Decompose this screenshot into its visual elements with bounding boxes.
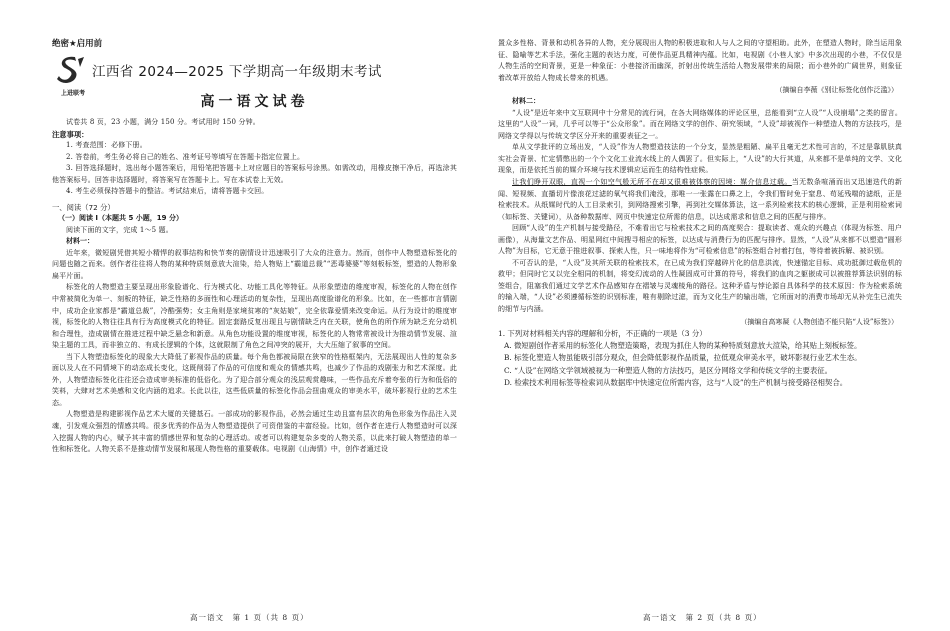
material2-paragraph: 不可否认的是，“人设”及其所关联的检索技术，在已成为我们穿越碎片化的信息洪流，快速锚定目标、成功抵御过载危机的救甲；但同时它又以完全相同的机制，将变幻流动的人性凝固成可计算的符号，将我们的血肉之躯嵌成可以被推荐算法识别的标签组合，阻塞我们通过文学艺术作品感知存在褶皱与灵魂棱角的路径。这种矛盾与悖论源自具体科学的技术原因：作为检索系统的输入端，“人设”必须遵循标签的识别标准，唯有剔除过滤，而为文化生产的输出端，它所面对的消费市场却无从补完生已流失的细节与内涵。 [498,258,902,313]
question-1-stem: 1. 下列对材料相关内容的理解和分析，不正确的一项是（3 分） [498,328,707,338]
note-item: 3. 回答选择题时，选出每小题答案后，用铅笔把答题卡上对应题目的答案标号涂黑。如需改动，用橡皮擦干净后，再选涂其他答案标号。回答非选择题时，将答案写在答题卡上。写在本试卷上无效。 [52,164,457,184]
material1-paragraph: 当下人物塑造标签化的现象大大降低了影视作品的质量。每个角色都被局限在狭窄的性格框架内，无法展现出人性的复杂多面以及人在不同情境下的动态成长变化，这既削弱了作品的可信度和观众的情感共鸣，也减少了作品的戏剧张力和艺术深度。此外，人物塑造标签化往往还会造成审美标准的低俗化。为了迎合部分观众的浅层观赏趣味，一些作品充斥着夸张的行为和低俗的笑料，大肆对艺术美感和文化内涵的追求。长此以往，这些低质量的标签化作品会扭曲观众的审美水平，破坏影视行业的艺术生态。 [52,352,457,407]
secret-label: 绝密★启用前 [52,39,103,49]
note-item: 4. 考生必须保持答题卡的整洁。考试结束后，请将答题卡交回。 [66,187,269,196]
question-1-option-d: D. 检索技术利用标签等检索词从数据库中快速定位所需内容，这与“人设”的生产机制与接受路径相契合。 [504,378,848,388]
material2-title: 材料二： [512,97,540,106]
note-item: 1. 考查范围：必修下册。 [66,141,147,150]
material2-paragraph: 回顾“人设”的生产机制与接受路径，不难看出它与检索技术之间的高度契合：提取读者、观众的兴趣点（体现为标签、用户画像），从海量文艺作品、明星网红中间搜寻相应的标签，以达成与消费行为的匹配与排序。显然，“人设”从来都不以塑造“圆形人物”为目标，它无意于推进叙事、探索人性，只一味地将作为“可检索信息”的标签组合衬着打包，等待着被拆解、被识别。 [498,224,902,256]
material1-paragraph: 近年来，微短剧凭借其短小精悍的叙事结构和快节奏的剧情设计迅速吸引了大众的注意力。然而，创作中人物塑造标签化的问题也随之而来。创作者往往将人物的某种特质刻意放大渲染，给人物贴上“霸道总裁”“恶毒婆婆”等刻板标签，塑造的人物形象扁平片面。 [52,248,457,280]
question-1-option-b: B. 标签化塑造人物虽能吸引部分观众，但会降低影视作品质量，拉低观众审美水平，破坏影视行业艺术生态。 [504,353,862,363]
page-footer: 高一语文 第 2 页（共 8 页） [643,613,762,622]
material2-source: （摘编自高寒凝《人物创造不能只陷“人设”标签》） [740,317,898,326]
material1-paragraph: 标签化的人物塑造主要呈现出形象脸谱化、行为模式化、功能工具化等特征。从形象塑造的维度审视，标签化的人物在创作中常被简化为单一、刻板的特征，缺乏性格的多面性和心理活动的复杂性，呈现出高度脸谱化的形象。比如，在一些都市言情剧中，成功企业家都是“霸道总裁”，冷酷强势；女主角则是家境贫寒的“灰姑娘”，完全依靠爱情来改变命运。从行为设计的维度审视，标签化的人物往往具有行为高度模式化的特征。固定套路反复出现且与剧情缺乏内在关联，使角色的所作所为缺乏充分动机和合理性，造成剧情在推进过程中缺乏悬念和新意。从角色功能设置的维度审视，标签化的人物常常被设计为推动情节发展、渲染主题的工具，而非独立的、有成长逻辑的个体，这就限制了角色之间冲突的展开，大大压缩了叙事的空间。 [52,283,457,350]
exam-page-2 [475,0,950,631]
notes-title: 注意事项： [52,129,89,139]
underlined-sentence: 让我们睁开双眼，直视一个如空气般无所不在却又很难被体察的因境：媒介信息过载。 [512,177,792,186]
material2-paragraph: 单从文学批评的立场出发，“人设”作为人物塑造技法的一个分支，显然是粗陋、扁平且毫无艺术性可言的，不过是靠肌肤真实社会背景、忙定情憋出的一个个文化工业流水线上的人偶罢了。但实际上，“人设”的大行其道，从来都不是单纯的文学、文化现象，而是依托当前的媒介环境与技术逻辑应运而生的结构性症候。 [498,143,902,175]
material2-paragraph [498,177,902,223]
right-column [498,38,902,390]
subsection-title: （一）阅读 Ⅰ（本题共 5 小题，19 分） [58,214,183,223]
left-column [52,38,457,456]
note-item: 2. 答卷前，考生务必将自己的姓名、准考证号等填写在答题卡指定位置上。 [66,152,305,161]
page-footer: 高一语文 第 1 页（共 8 页） [190,613,309,622]
section-title: 一、阅读（72 分） [52,202,115,212]
logo-text: 上进联考 [60,90,85,97]
exam-header [52,52,457,97]
exam-info: 试卷共 8 页，23 小题，满分 150 分。考试用时 150 分钟。 [66,118,260,126]
material1-source: （摘编自李薇《别让标签化创作泛滥》） [775,86,898,95]
paragraph-text: 当无数条喧涌而出又迅速迭代的新闻、短视频、直播切片像浪花过滤的氧气将我们淹没，那唯一一张露在口鼻之上，令我们暂时免于窒息、苟延残喘的滤纸，正是检索技术。从纸媒时代的人工目录索引，到网络搜索引擎，再到社交媒体算法，这一系列检索技术的核心逻辑，正是利用检索词（如标签、关键词），从备种数据库、网页中快速定位所需的信息，以达成需求和信息之间的匹配与排序。 [498,177,903,221]
exam-title: 江西省 2024—2025 下学期高一年级期末考试 [92,64,382,80]
question-1-option-a: A. 微短剧创作者采用的标签化人物塑造策略，表现为抓住人物的某种特质刻意放大渲染，给其贴上刻板标签。 [504,340,862,350]
question-1-option-c: C. “人设”在网络文学领域被视为一种塑造人物的方法技巧，是区分网络文学和传统文学的主要表征。 [504,365,833,375]
material1-title: 材料一： [66,237,94,246]
reading-instruction: 阅读下面的文字，完成 1～5 题。 [66,225,173,234]
material1-paragraph: 人物塑造是构建影视作品艺术大厦的关键基石。一部成功的影视作品，必然会通过生动且富有层次的角色形象为作品注入灵魂，引发观众强烈的情感共鸣。很多优秀的作品为人物塑造提供了可资借鉴的丰富经验。比如，创作者在进行人物塑造时可以深入挖掘人物的内心，赋予其丰富的情感世界和复杂的心理活动。或者可以构建复杂多变的人物关系，以此来打破人物塑造的单一性和标签化。人物关系不是推动情节发展和展现人物性格的重要载体。电视剧《山海情》中，创作者通过设 [52,410,457,454]
material2-paragraph: “人设”是近年来中文互联网中十分常见的流行词，在各大网络媒体的评论区里，总能看到“立人设”“人设崩塌”之类的留言。这里的“人设”一词，几乎可以等于“公众形象”。而在网络文学的创作、研究领域，“人设”却被视作一种塑造人物的方法技巧，是网络文学得以与传统文学区分开来的重要表征之一。 [498,108,902,140]
subject-title: 高一语文试卷 [200,94,309,110]
material1-continuation: 置众多性格、背景和动机各异的人物，充分展现出人物的积极进取和人与人之间的守望相助。此外，在塑造人物时，除当运用象征、隐喻等艺术手法，强化主题的表达力度，可使作品更具精神内蕴。比如，电视剧《小巷人家》中多次出现的小巷，不仅仅是人物生活的空间背景，更是一种象征：小巷接济而幽深，折射出传统生活给人物发展带来的局限；而小巷外的广阔世界，则象征着改革开放给人物成长带来的机遇。 [498,39,902,82]
publisher-logo-icon [54,54,92,88]
